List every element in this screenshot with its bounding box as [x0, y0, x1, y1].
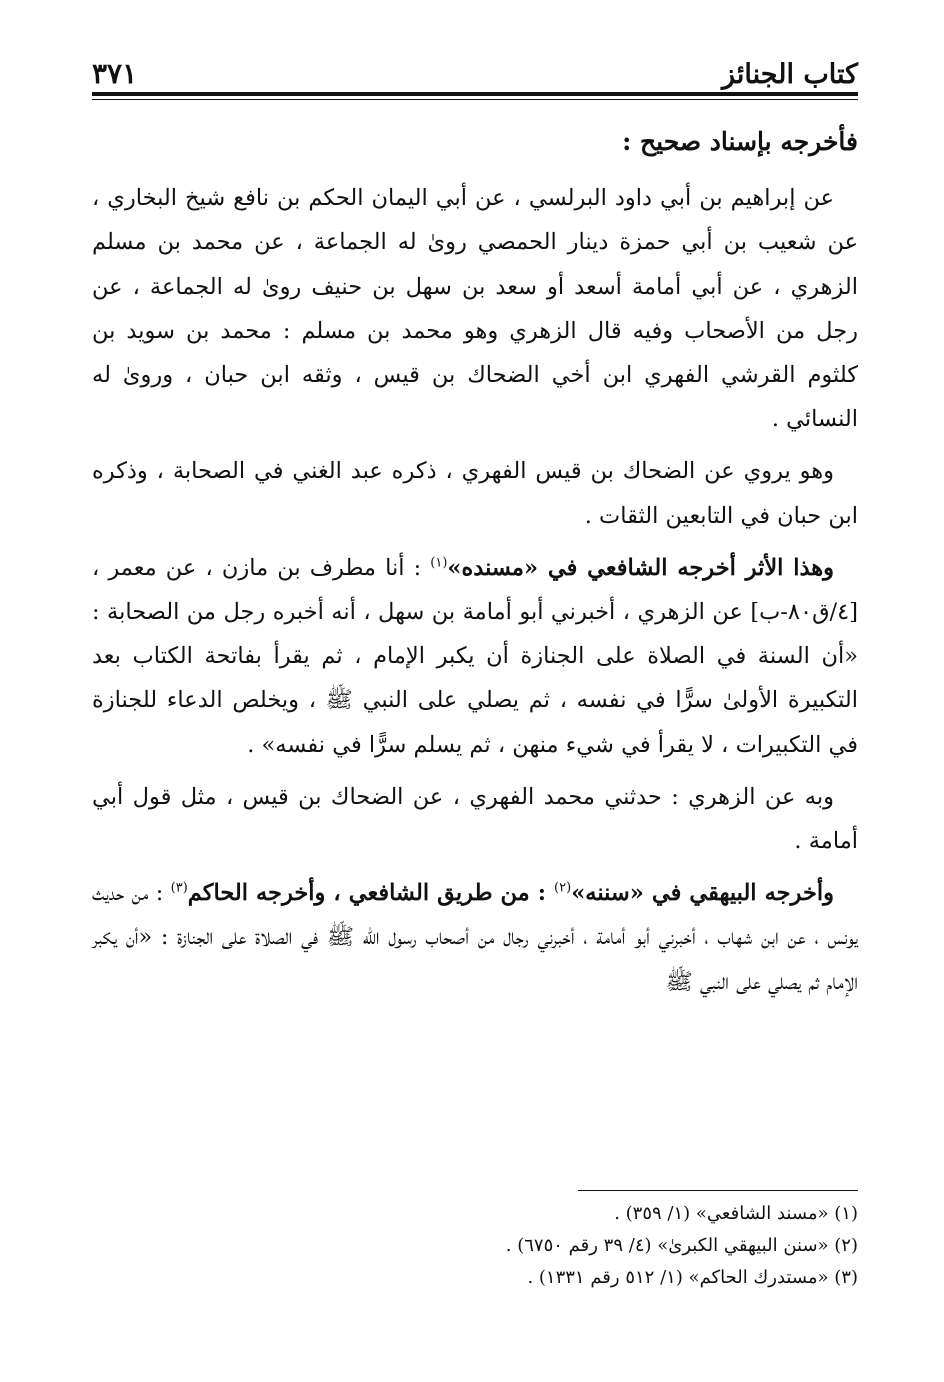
footnote-2: (٢) «سنن البيهقي الكبرىٰ» (٤/ ٣٩ رقم ٦٧٥٠) .: [505, 1235, 858, 1256]
footnote-1: (١) «مسند الشافعي» (١/ ٣٥٩) .: [614, 1203, 858, 1224]
running-header: [92, 48, 858, 90]
paragraph-4: وبه عن الزهري : حدثني محمد الفهري ، عن الضحاك بن قيس ، مثل قول أبي أمامة .: [92, 783, 858, 855]
footnote-3: (٣) «مستدرك الحاكم» (١/ ٥١٢ رقم ١٣٣١) .: [527, 1267, 858, 1288]
header-rule-thin: [92, 99, 858, 100]
main-text: [92, 120, 858, 1012]
page-number: ٣٧١: [92, 57, 138, 90]
paragraph-2: وهو يروي عن الضحاك بن قيس الفهري ، ذكره عبد الغني في الصحابة ، وذكره ابن حبان في التابعين الثقات .: [92, 458, 858, 529]
footnotes: [92, 1198, 858, 1294]
paragraph-5-text: : من حديث يونس ، عن ابن شهاب ، أخبرني أبو أمامة ، أخبرني رجال من أصحاب رسول الله ﷺ في الصلاة على الجنازة : «أن يكبر الإمام ثم يصلي على النبي ﷺ: [92, 880, 858, 995]
paragraph-3: [92, 546, 858, 767]
header-rule-thick: [92, 92, 858, 96]
footnote-separator: [578, 1190, 858, 1191]
paragraph-5-lead-1: وأخرجه البيهقي في «سننه»: [571, 880, 835, 907]
footnote-ref-2: (٢): [554, 880, 572, 896]
paragraph-3-lead: وهذا الأثر أخرجه الشافعي في «مسنده»: [447, 554, 834, 581]
footnote-ref-1: (١): [430, 555, 448, 571]
paragraph-1: عن إبراهيم بن أبي داود البرلسي ، عن أبي اليمان الحكم بن نافع شيخ البخاري ، عن شعيب بن أبي حمزة دينار الحمصي روىٰ له الجماعة ، عن محمد بن مسلم الزهري ، عن أبي أمامة أسعد أو سعد بن سهل بن حنيف روىٰ له الجماعة ، عن رجل من الأصحاب وفيه قال الزهري وهو محمد بن مسلم : محمد بن سويد بن كلثوم القرشي الفهري ابن أخي الضحاك بن قيس ، وثقه ابن حبان ، وروىٰ له النسائي .: [92, 185, 858, 433]
paragraph-3-text: : أنا مطرف بن مازن ، عن معمر ، [٤/ق٨٠-ب] عن الزهري ، أخبرني أبو أمامة بن سهل ، أنه أخبره رجل من الصحابة : «أن السنة في الصلاة على الجنازة أن يكبر الإمام ، ثم يقرأ بفاتحة الكتاب بعد التكبيرة الأولىٰ سرًّا في نفسه ، ثم يصلي على النبي ﷺ ، ويخلص الدعاء للجنازة في التكبيرات ، لا يقرأ في شيء منهن ، ثم يسلم سرًّا في نفسه» .: [92, 554, 858, 758]
footnote-ref-3: (٣): [170, 880, 188, 896]
paragraph-5: [92, 871, 858, 1004]
section-heading: فأخرجه بإسناد صحيح :: [622, 127, 858, 156]
chapter-title: كتاب الجنائز: [722, 59, 858, 90]
paragraph-5-lead-2: : من طريق الشافعي ، وأخرجه الحاكم: [187, 880, 555, 907]
